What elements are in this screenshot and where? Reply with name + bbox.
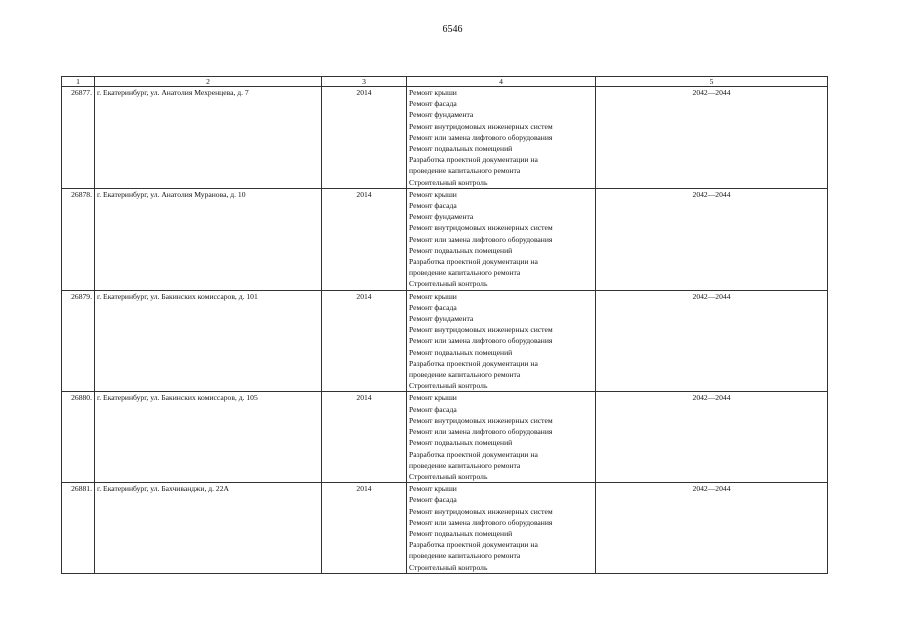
work-item: Ремонт подвальных помещений	[409, 528, 513, 538]
work-item: Ремонт фасада	[409, 495, 457, 505]
work-item: Ремонт подвальных помещений	[409, 347, 513, 357]
year-cell: 2014	[322, 392, 407, 483]
work-item: Разработка проектной документации на	[409, 540, 538, 550]
address-cell: г. Екатеринбург, ул. Бакинских комиссаров, д. 101	[95, 290, 322, 392]
column-number-1: 1	[62, 77, 95, 87]
work-item: Ремонт крыши	[409, 291, 457, 301]
table-row	[62, 392, 828, 483]
work-item: Разработка проектной документации на	[409, 155, 538, 165]
row-number-cell: 26879.	[62, 290, 95, 392]
row-number-cell: 26878.	[62, 188, 95, 290]
column-number-2: 2	[95, 77, 322, 87]
work-item: Ремонт фундамента	[409, 314, 474, 324]
work-item: Ремонт внутридомовых инженерных систем	[409, 415, 553, 425]
work-item: Строительный контроль	[409, 279, 488, 289]
work-item: Ремонт крыши	[409, 393, 457, 403]
work-item: Ремонт подвальных помещений	[409, 144, 513, 154]
table-row	[62, 188, 828, 290]
work-item: проведение капитального ремонта	[409, 460, 521, 470]
work-item: Ремонт или замена лифтового оборудования	[409, 336, 553, 346]
work-item: проведение капитального ремонта	[409, 268, 521, 278]
works-cell	[407, 392, 596, 483]
works-cell	[407, 87, 596, 189]
work-item: Строительный контроль	[409, 562, 488, 572]
work-item: Ремонт или замена лифтового оборудования	[409, 427, 553, 437]
work-item: проведение капитального ремонта	[409, 370, 521, 380]
column-number-row	[62, 77, 828, 87]
work-item: Ремонт внутридомовых инженерных систем	[409, 506, 553, 516]
period-cell: 2042—2044	[596, 392, 828, 483]
row-number-cell: 26881.	[62, 483, 95, 574]
work-item: Строительный контроль	[409, 471, 488, 481]
column-number-3: 3	[322, 77, 407, 87]
work-item: Ремонт крыши	[409, 189, 457, 199]
work-item: Ремонт крыши	[409, 484, 457, 494]
year-cell: 2014	[322, 483, 407, 574]
work-item: Ремонт подвальных помещений	[409, 438, 513, 448]
row-number-cell: 26880.	[62, 392, 95, 483]
address-cell: г. Екатеринбург, ул. Бахчиванджи, д. 22А	[95, 483, 322, 574]
repair-schedule-table	[61, 76, 828, 574]
period-cell: 2042—2044	[596, 483, 828, 574]
year-cell: 2014	[322, 188, 407, 290]
work-item: Строительный контроль	[409, 381, 488, 391]
column-number-5: 5	[596, 77, 828, 87]
row-number-cell: 26877.	[62, 87, 95, 189]
address-cell: г. Екатеринбург, ул. Анатолия Мехренцева, д. 7	[95, 87, 322, 189]
work-item: Ремонт фундамента	[409, 212, 474, 222]
work-item: Ремонт или замена лифтового оборудования	[409, 234, 553, 244]
work-item: Ремонт или замена лифтового оборудования	[409, 517, 553, 527]
period-cell: 2042—2044	[596, 188, 828, 290]
work-item: Разработка проектной документации на	[409, 449, 538, 459]
table-row	[62, 290, 828, 392]
table-body	[62, 77, 828, 574]
year-cell: 2014	[322, 87, 407, 189]
work-item: Ремонт крыши	[409, 88, 457, 97]
work-item: Ремонт внутридомовых инженерных систем	[409, 325, 553, 335]
page-number: 6546	[442, 24, 463, 35]
table-row	[62, 483, 828, 574]
work-item: Ремонт фасада	[409, 201, 457, 211]
works-cell	[407, 290, 596, 392]
works-cell	[407, 188, 596, 290]
work-item: Ремонт фасада	[409, 302, 457, 312]
work-item: Ремонт или замена лифтового оборудования	[409, 132, 553, 142]
work-item: Разработка проектной документации на	[409, 257, 538, 267]
work-item: Ремонт фасада	[409, 99, 457, 109]
address-cell: г. Екатеринбург, ул. Бакинских комиссаров, д. 105	[95, 392, 322, 483]
works-cell	[407, 483, 596, 574]
work-item: Ремонт фасада	[409, 404, 457, 414]
work-item: проведение капитального ремонта	[409, 551, 521, 561]
period-cell: 2042—2044	[596, 87, 828, 189]
address-cell: г. Екатеринбург, ул. Анатолия Муранова, д. 10	[95, 188, 322, 290]
period-cell: 2042—2044	[596, 290, 828, 392]
work-item: Строительный контроль	[409, 177, 488, 187]
year-cell: 2014	[322, 290, 407, 392]
work-item: Разработка проектной документации на	[409, 358, 538, 368]
work-item: Ремонт внутридомовых инженерных систем	[409, 121, 553, 131]
work-item: Ремонт подвальных помещений	[409, 245, 513, 255]
table-row	[62, 87, 828, 189]
work-item: Ремонт фундамента	[409, 110, 474, 120]
work-item: проведение капитального ремонта	[409, 166, 521, 176]
work-item: Ремонт внутридомовых инженерных систем	[409, 223, 553, 233]
column-number-4: 4	[407, 77, 596, 87]
